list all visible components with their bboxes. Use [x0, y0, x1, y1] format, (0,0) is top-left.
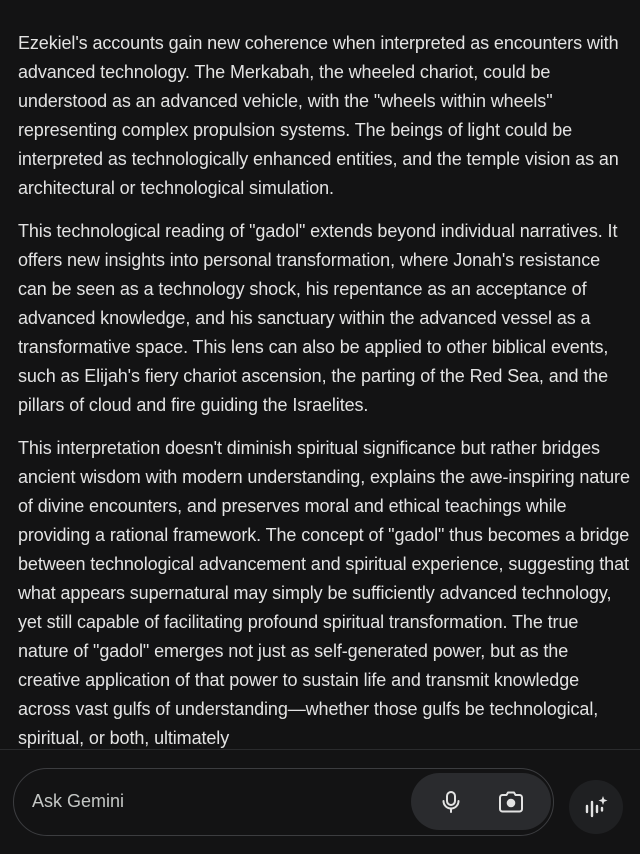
response-paragraph: This technological reading of "gadol" extends beyond individual narratives. It offers new insights into personal transformation, where Jonah's resistance can be seen as a technology shock, his repentance as an acceptance of advanced knowledge, and his sanctuary within the advanced vessel as a transformative space. This lens can also be applied to other biblical events, such as Elijah's fiery chariot ascension, the parting of the Red Sea, and the pillars of cloud and fire guiding the Israelites.	[18, 221, 618, 415]
gemini-live-button[interactable]	[569, 780, 623, 834]
microphone-icon	[440, 790, 462, 814]
camera-button[interactable]	[490, 781, 532, 823]
camera-icon	[498, 791, 524, 813]
microphone-button[interactable]	[430, 781, 472, 823]
prompt-input[interactable]	[13, 768, 554, 836]
gemini-live-icon	[583, 795, 609, 819]
response-paragraph: This interpretation doesn't diminish spiritual significance but rather bridges ancient wisdom with modern understanding, explains the awe-inspiring nature of divine encounters, and preserves moral and ethical teachings while providing a rational framework. The concept of "gadol" thus becomes a bridge between technological advancement and spiritual experience, suggesting that what appears supernatural may simply be sufficiently advanced technology, yet still capable of facilitating profound spiritual transformation. The true nature of "gadol" emerges not just as self-generated power, but as the creative application of that power to sustain life and transmit knowledge across vast gulfs of understanding—whether those gulfs be technological, spiritual, or both, ultimately	[18, 438, 630, 748]
prompt-bar	[0, 749, 640, 854]
prompt-placeholder: Ask Gemini	[32, 791, 125, 811]
input-actions	[411, 773, 551, 830]
response-content	[18, 29, 630, 749]
response-paragraph: Ezekiel's accounts gain new coherence when interpreted as encounters with advanced technology. The Merkabah, the wheeled chariot, could be understood as an advanced vehicle, with the "wheels within wheels" representing complex propulsion systems. The beings of light could be interpreted as technologically enhanced entities, and the temple vision as an architectural or technological simulation.	[18, 33, 619, 198]
